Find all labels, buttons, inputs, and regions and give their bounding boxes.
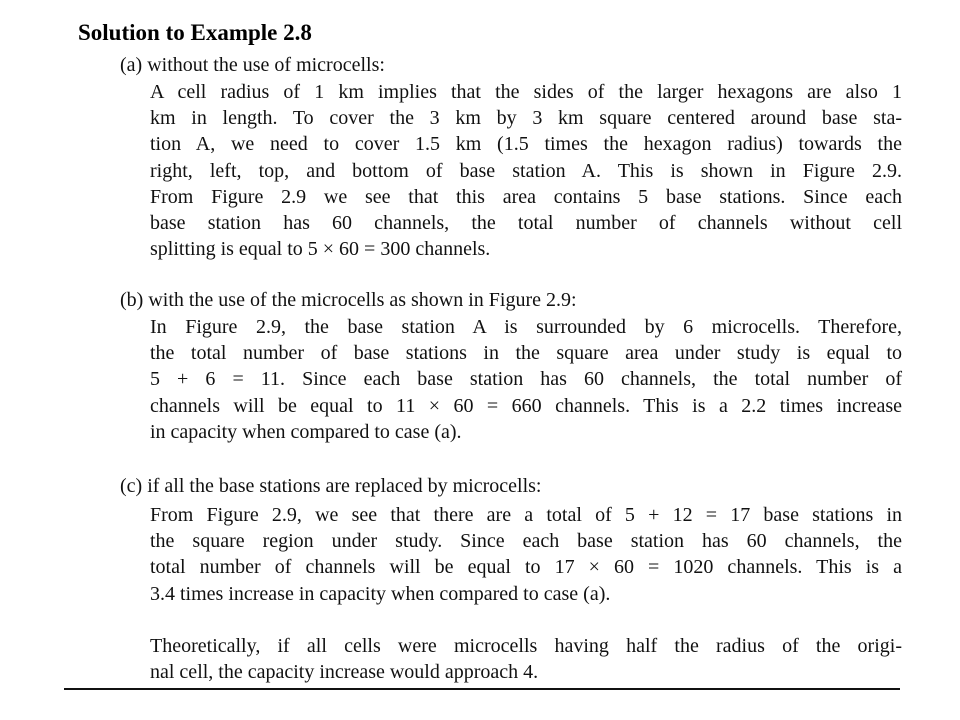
part-c-heading: (c) if all the base stations are replaced by microcells: bbox=[120, 475, 542, 497]
text-line: From Figure 2.9, we see that there are a total of 5 + 12 = 17 base stations in bbox=[150, 504, 902, 526]
text-line: total number of channels will be equal to 17 × 60 = 1020 channels. This is a bbox=[150, 556, 902, 579]
text-line: base station has 60 channels, the total number of channels without cell bbox=[150, 212, 902, 235]
text-line: A cell radius of 1 km implies that the sides of the larger hexagons are also 1 bbox=[150, 81, 902, 103]
text-line: channels will be equal to 11 × 60 = 660 channels. This is a 2.2 times increase bbox=[150, 394, 902, 417]
text-line: 5 + 6 = 11. Since each base station has 60 channels, the total number of bbox=[150, 368, 902, 391]
part-b-paragraph bbox=[150, 314, 902, 445]
text-line: tion A, we need to cover 1.5 km (1.5 times the hexagon radius) towards the bbox=[150, 133, 902, 156]
text-line: splitting is equal to 5 × 60 = 300 channels. bbox=[150, 238, 491, 261]
text-line: In Figure 2.9, the base station A is surrounded by 6 microcells. Therefore, bbox=[150, 316, 902, 338]
part-a-heading: (a) without the use of microcells: bbox=[120, 54, 385, 76]
part-b-heading: (b) with the use of the microcells as shown in Figure 2.9: bbox=[120, 289, 577, 311]
text-line: km in length. To cover the 3 km by 3 km square centered around base sta- bbox=[150, 107, 902, 130]
text-line: the total number of base stations in the square area under study is equal to bbox=[150, 342, 902, 365]
part-a-paragraph bbox=[150, 79, 902, 262]
part-c-paragraph bbox=[150, 502, 902, 607]
text-line: Theoretically, if all cells were microcells having half the radius of the origi- bbox=[150, 635, 902, 657]
text-line: right, left, top, and bottom of base station A. This is shown in Figure 2.9. bbox=[150, 159, 902, 182]
text-line: From Figure 2.9 we see that this area contains 5 base stations. Since each bbox=[150, 185, 902, 208]
text-line: 3.4 times increase in capacity when compared to case (a). bbox=[150, 582, 611, 605]
solution-title: Solution to Example 2.8 bbox=[78, 20, 312, 45]
text-line: nal cell, the capacity increase would approach 4. bbox=[150, 661, 539, 684]
text-line: the square region under study. Since each base station has 60 channels, the bbox=[150, 530, 902, 553]
closing-paragraph bbox=[150, 633, 902, 685]
bottom-rule bbox=[64, 688, 900, 690]
text-line: in capacity when compared to case (a). bbox=[150, 420, 462, 443]
